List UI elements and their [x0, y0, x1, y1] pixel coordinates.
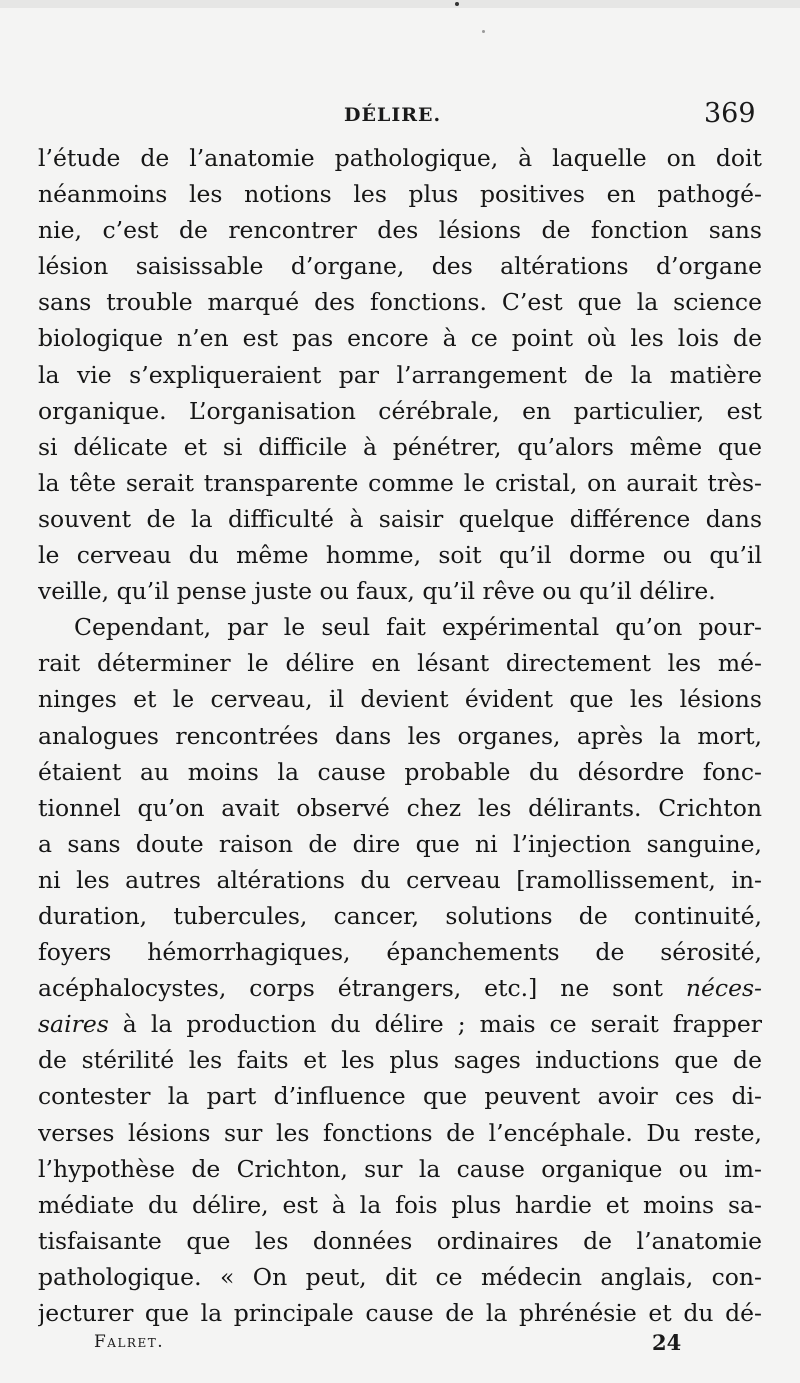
- running-title: DÉLIRE.: [344, 104, 442, 126]
- body-text: [38, 140, 762, 1331]
- text-line: veille, qu’il pense juste ou faux, qu’il rêve ou qu’il délire.: [38, 577, 716, 606]
- text-line: analogues rencontrées dans les organes, après la mort,: [38, 721, 762, 750]
- text-line: saires à la production du délire ; mais ce serait frapper: [38, 1010, 762, 1039]
- text-line: jecturer que la principale cause de la phrénésie et du dé-: [38, 1299, 762, 1327]
- text-line: néanmoins les notions les plus positives en pathogé-: [38, 180, 762, 209]
- text-line: nie, c’est de rencontrer des lésions de fonction sans: [38, 216, 762, 245]
- text-line: organique. L’organisation cérébrale, en particulier, est: [38, 396, 762, 425]
- text-line: la tête serait transparente comme le cristal, on aurait très-: [38, 468, 762, 497]
- text-line: le cerveau du même homme, soit qu’il dorme ou qu’il: [38, 541, 762, 570]
- text-line: contester la part d’influence que peuvent avoir ces di-: [38, 1082, 762, 1111]
- text-line: sans trouble marqué des fonctions. C’est que la science: [38, 288, 762, 317]
- text-line: ni les autres altérations du cerveau [ramollissement, in-: [38, 865, 762, 894]
- text-line: lésion saisissable d’organe, des altérations d’organe: [38, 252, 762, 281]
- page-number: 369: [704, 98, 756, 129]
- running-head: [0, 98, 800, 138]
- text-line: a sans doute raison de dire que ni l’injection sanguine,: [38, 829, 762, 858]
- signature-mark: 24: [652, 1330, 682, 1355]
- text-line: souvent de la difficulté à saisir quelque différence dans: [38, 504, 762, 533]
- italic-term: saires: [38, 1010, 109, 1039]
- text-line: Cependant, par le seul fait expérimental qu’on pour-: [74, 613, 762, 642]
- text-line: la vie s’expliqueraient par l’arrangement de la matière: [38, 360, 762, 389]
- text-line: foyers hémorrhagiques, épanchements de sérosité,: [38, 938, 762, 967]
- text-line: tisfaisante que les données ordinaires de l’anatomie: [38, 1226, 762, 1255]
- page-top-edge: [0, 0, 800, 8]
- text-line: duration, tubercules, cancer, solutions de continuité,: [38, 901, 762, 930]
- text-line: l’hypothèse de Crichton, sur la cause organique ou im-: [38, 1154, 762, 1183]
- text-line: rait déterminer le délire en lésant directement les mé-: [38, 649, 762, 678]
- text-line: de stérilité les faits et les plus sages inductions que de: [38, 1046, 762, 1075]
- text-line: si délicate et si difficile à pénétrer, qu’alors même que: [38, 432, 762, 461]
- text-line: biologique n’en est pas encore à ce point où les lois de: [38, 324, 762, 353]
- italic-term: néces-: [685, 974, 762, 1003]
- ink-speck: [455, 2, 459, 6]
- text-line: verses lésions sur les fonctions de l’encéphale. Du reste,: [38, 1118, 762, 1147]
- printer-signature: Falret.: [94, 1332, 165, 1352]
- text-line: tionnel qu’on avait observé chez les délirants. Crichton: [38, 793, 762, 822]
- text-line: médiate du délire, est à la fois plus hardie et moins sa-: [38, 1190, 762, 1219]
- ink-speck: [482, 30, 485, 33]
- text-line: ninges et le cerveau, il devient évident que les lésions: [38, 685, 762, 714]
- text-line: étaient au moins la cause probable du désordre fonc-: [38, 757, 762, 786]
- page-footer: [0, 1330, 800, 1364]
- text-line: l’étude de l’anatomie pathologique, à laquelle on doit: [38, 144, 762, 172]
- text-line: acéphalocystes, corps étrangers, etc.] ne sont néces-: [38, 974, 762, 1003]
- text-line: pathologique. « On peut, dit ce médecin anglais, con-: [38, 1262, 762, 1291]
